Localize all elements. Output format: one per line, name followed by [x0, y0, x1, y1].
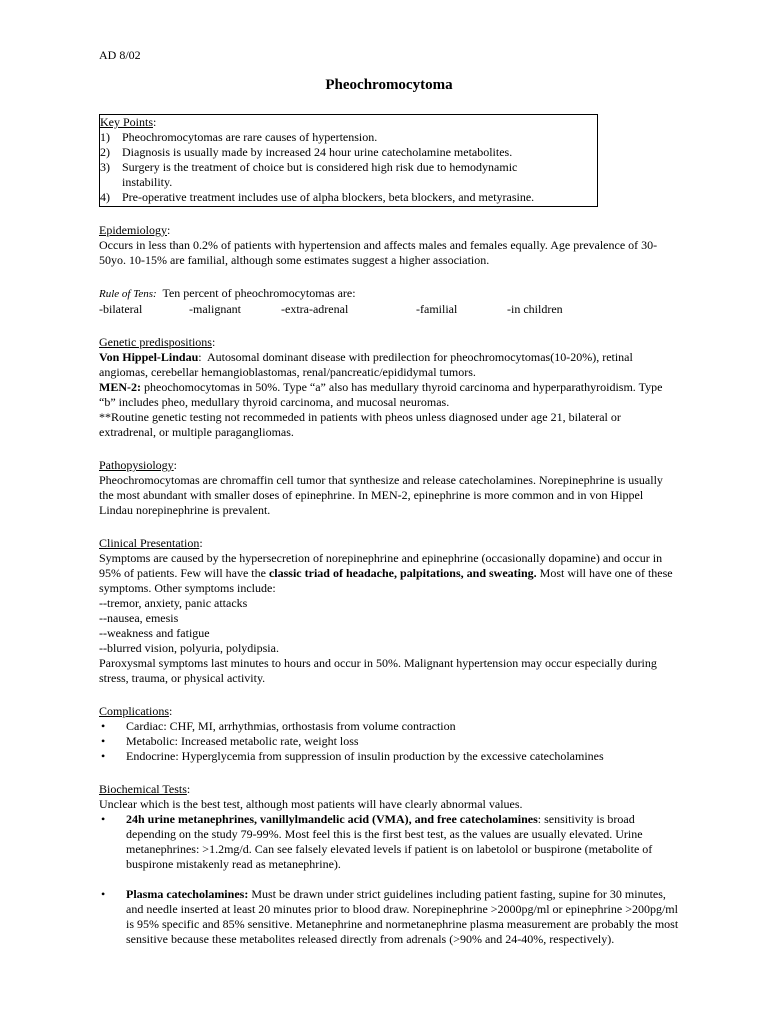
pathophysiology-heading: Pathopysiology: — [99, 458, 178, 472]
bullet-icon: • — [101, 887, 106, 901]
key-points-box — [99, 114, 598, 207]
rule-of-tens-section: Rule of Tens: Ten percent of pheochromocytomas are: -bilateral -malignant -extra-adrenal -familial -in children — [99, 286, 679, 317]
document-page — [99, 48, 679, 947]
bullet-icon: • — [101, 719, 106, 733]
genetic-heading: Genetic predispositions: — [99, 335, 216, 349]
biochemical-item-plasma: • Plasma catecholamines: Must be drawn under strict guidelines including patient fasting, supine for 30 minutes, and needle inserted at least 20 minutes prior to blood draw. Norepinephrine >2000pg/ml or epinephrine >200pg/ml is 95% specific and 85% sensitive. Metanephrine and normetanephrine plasma measurement are probably the most sensitive because these metabolites released directly from adrenals (>90% and 24-40%, respectively). — [101, 887, 679, 946]
tens-item: -in children — [507, 302, 563, 316]
rule-of-tens-heading: Rule of Tens — [99, 288, 153, 300]
key-point-item: 1) Pheochromocytomas are rare causes of hypertension. — [100, 130, 378, 144]
biochemical-intro: Unclear which is the best test, although most patients will have clearly abnormal values. — [99, 797, 523, 811]
symptom-item: --nausea, emesis — [99, 611, 179, 625]
rule-of-tens-list — [99, 302, 679, 317]
key-points-heading: Key Points: — [100, 115, 157, 129]
rule-of-tens-text: Ten percent of pheochromocytomas are: — [162, 286, 356, 300]
vhl-paragraph: Von Hippel-Lindau: Autosomal dominant disease with predilection for pheochromocytomas(10-20%), retinal angiomas, cerebellar hemangioblastomas, renal/pancreatic/epididymal tumors. — [99, 350, 633, 379]
bullet-icon: • — [101, 734, 106, 748]
complication-item: • Cardiac: CHF, MI, arrhythmias, orthostasis from volume contraction — [101, 719, 456, 733]
clinical-text: Symptoms are caused by the hypersecretion of norepinephrine and epinephrine (occasionally dopamine) and occur in 95% of patients. Few will have the classic triad of headache, palpitations, and sweating. Most will have one of these symptoms. Other symptoms include: — [99, 551, 673, 595]
biochemical-section — [99, 782, 679, 947]
clinical-heading: Clinical Presentation: — [99, 536, 203, 550]
epidemiology-heading: Epidemiology: — [99, 223, 171, 237]
pathophysiology-section — [99, 458, 679, 518]
symptom-item: --blurred vision, polyuria, polydipsia. — [99, 641, 279, 655]
bullet-icon: • — [101, 812, 106, 826]
clinical-section — [99, 536, 679, 686]
key-point-item: 4) Pre-operative treatment includes use of alpha blockers, beta blockers, and metyrasine. — [100, 190, 535, 204]
genetic-note: **Routine genetic testing not recommeded in patients with pheos unless diagnosed under age 21, bilateral or extradrenal, or multiple paragangliomas. — [99, 410, 621, 439]
epidemiology-section — [99, 223, 679, 268]
document-code: AD 8/02 — [99, 48, 141, 62]
complication-item: • Metabolic: Increased metabolic rate, weight loss — [101, 734, 359, 748]
epidemiology-text: Occurs in less than 0.2% of patients with hypertension and affects males and females equally. Age prevalence of 30-50yo. 10-15% are familial, although some estimates suggest a higher association. — [99, 238, 658, 267]
symptom-item: --weakness and fatigue — [99, 626, 210, 640]
complications-heading: Complications: — [99, 704, 173, 718]
tens-item: -extra-adrenal — [281, 302, 349, 316]
men2-paragraph: MEN-2: pheochomocytomas in 50%. Type “a” also has medullary thyroid carcinoma and hyperparathyroidism. Type “b” includes pheo, medullary thyroid carcinoma, and mucosal neuromas. — [99, 380, 663, 409]
symptom-item: --tremor, anxiety, panic attacks — [99, 596, 248, 610]
pathophysiology-text: Pheochromocytomas are chromaffin cell tumor that synthesize and release catecholamines. Norepinephrine is usually the most abundant with smaller doses of epinephrine. In MEN-2, epinephrine is more common and in von Hippel Lindau norepinephrine is prevalent. — [99, 473, 663, 517]
genetic-section — [99, 335, 679, 440]
bullet-icon: • — [101, 749, 106, 763]
tens-item: -familial — [416, 302, 458, 316]
paroxysmal-text: Paroxysmal symptoms last minutes to hours and occur in 50%. Malignant hypertension may occur especially during stress, trauma, or physical activity. — [99, 656, 657, 685]
page-title: Pheochromocytoma — [325, 77, 453, 93]
biochemical-heading: Biochemical Tests: — [99, 782, 191, 796]
complication-item: • Endocrine: Hyperglycemia from suppression of insulin production by the excessive catecholamines — [101, 749, 604, 763]
biochemical-item-urine: • 24h urine metanephrines, vanillylmandelic acid (VMA), and free catecholamines: sensitivity is broad depending on the study 79-99%. Most feel this is the first best test, as the values are usually elevated. Urine metanephrines: >1.2mg/d. Can see falsely elevated levels if patient is on labetolol or buspirone (metabolite of buspirone mistakenly read as metanephrine). — [101, 812, 653, 871]
tens-item: -malignant — [189, 302, 241, 316]
tens-item: -bilateral — [99, 302, 143, 316]
complications-section — [99, 704, 679, 764]
key-point-item: 2) Diagnosis is usually made by increased 24 hour urine catecholamine metabolites. — [100, 145, 513, 159]
key-point-item: 3) Surgery is the treatment of choice but is considered high risk due to hemodynamic instability. — [100, 160, 518, 189]
